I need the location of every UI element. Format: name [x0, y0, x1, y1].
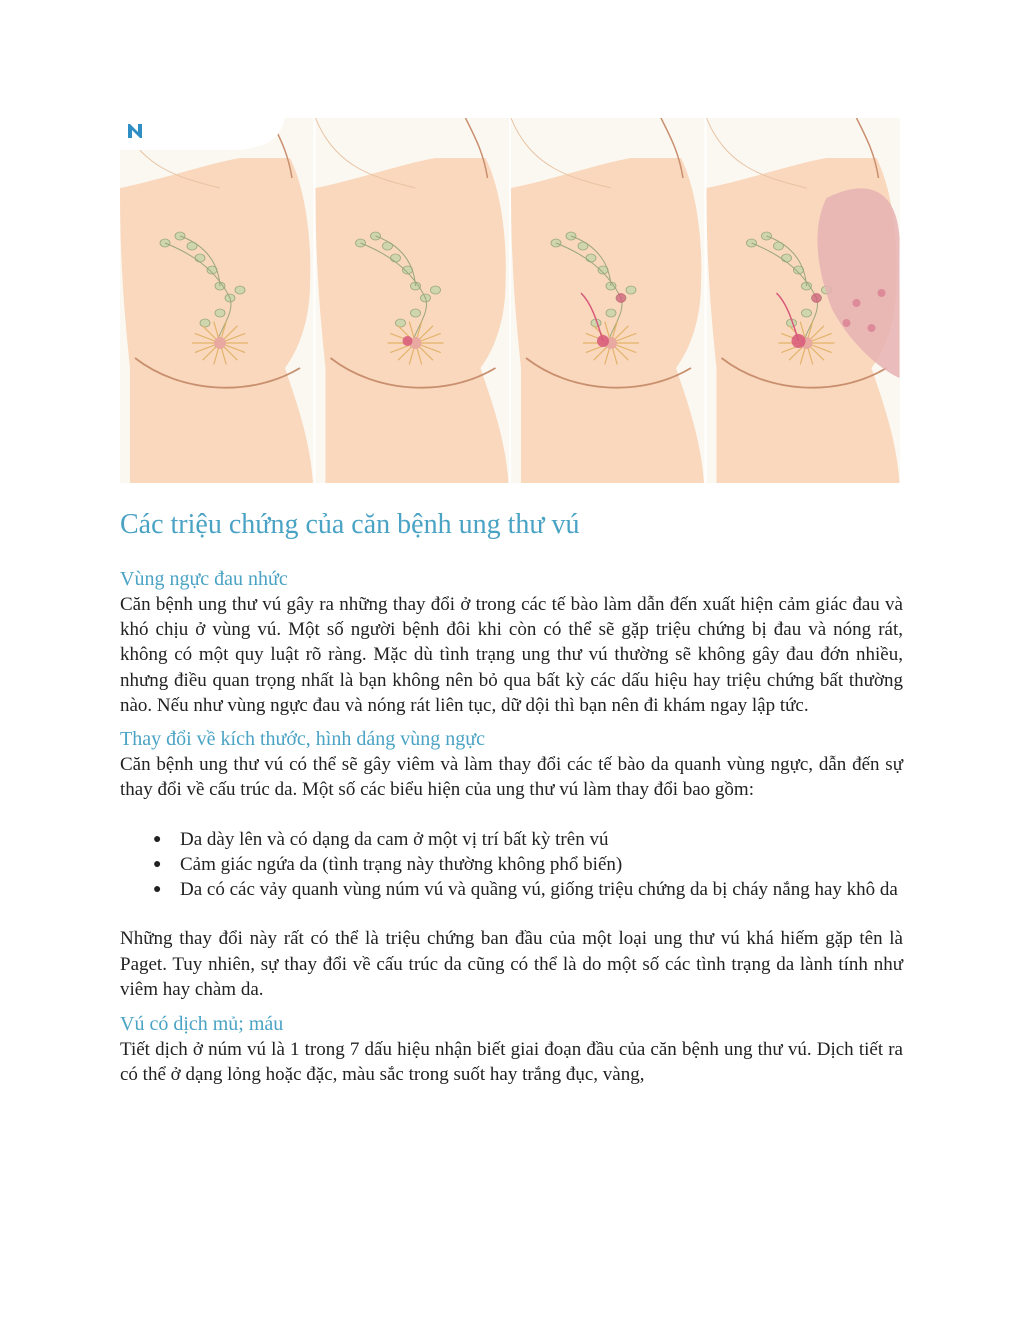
- torso-shape: [120, 158, 313, 483]
- lymph-node: [235, 286, 245, 294]
- lymph-node: [200, 319, 210, 327]
- article-content: [120, 505, 903, 1087]
- stage-panel: [120, 118, 314, 483]
- section-paragraph-paget: Những thay đổi này rất có thể là triệu chứng ban đầu của một loại ung thư vú khá hiếm gặp tên là Paget. Tuy nhiên, sự thay đổi về cấu trúc da cũng có thể là do một số các tình trạng da lành tính như viêm hay chàm da.: [120, 928, 903, 1000]
- section-heading-breast-pain: Vùng ngực đau nhức: [120, 568, 288, 590]
- tumor: [616, 293, 626, 303]
- tumor: [812, 293, 822, 303]
- skin-lesion: [853, 299, 861, 307]
- lymph-node: [586, 254, 596, 262]
- torso-shape: [316, 158, 509, 483]
- torso-shape: [511, 158, 704, 483]
- logo-background: [120, 118, 285, 150]
- section-paragraph-shape-change: Căn bệnh ung thư vú có thể sẽ gây viêm và làm thay đổi các tế bào da quanh vùng ngực, dẫn đến sự thay đổi về cấu trúc da. Một số các biểu hiện của ung thư vú làm thay đổi bao gồm:: [120, 754, 903, 801]
- tumor: [403, 336, 413, 346]
- lymph-node: [431, 286, 441, 294]
- list-item: ● Cảm giác ngứa da (tình trạng này thường không phổ biến): [153, 854, 623, 876]
- section-heading-nipple-discharge: Vú có dịch mủ; máu: [120, 1013, 284, 1036]
- breast-cancer-stages-illustration: [120, 118, 902, 488]
- lymph-node: [411, 309, 421, 317]
- lymph-node: [195, 254, 205, 262]
- section-breast-pain: [120, 566, 903, 718]
- site-logo: [120, 118, 285, 150]
- article-title: Các triệu chứng của căn bệnh ung thư vú: [120, 509, 580, 540]
- lymph-node: [802, 309, 812, 317]
- stage-panel: [707, 118, 901, 483]
- list-item: ● Da dày lên và có dạng da cam ở một vị trí bất kỳ trên vú: [153, 829, 609, 851]
- section-heading-shape-change: Thay đổi về kích thước, hình dáng vùng ngực: [120, 728, 485, 751]
- section-shape-change: [120, 726, 903, 1002]
- nipple-area: [214, 337, 226, 349]
- lymph-node: [215, 309, 225, 317]
- skin-lesion: [878, 289, 886, 297]
- stage-panel: [316, 118, 510, 483]
- section-paragraph-nipple-discharge: Tiết dịch ở núm vú là 1 trong 7 dấu hiệu nhận biết giai đoạn đầu của căn bệnh ung thư vú. Dịch tiết ra có thể ở dạng lỏng hoặc đặc, màu sắc trong suốt hay trắng đục, vàng,: [120, 1039, 903, 1086]
- section-nipple-discharge: [120, 1011, 903, 1087]
- section-paragraph-breast-pain: Căn bệnh ung thư vú gây ra những thay đổi ở trong các tế bào làm dẫn đến xuất hiện cảm giác đau và khó chịu ở vùng vú. Một số người bệnh đôi khi còn có thể sẽ gặp triệu chứng bị đau và nóng rát, không có một quy luật rõ ràng. Mặc dù tình trạng ung thư vú thường sẽ không gây đau đớn nhiều, nhưng điều quan trọng nhất là bạn không nên bỏ qua bất kỳ các dấu hiệu hay triệu chứng bất thường nào. Nếu như vùng ngực đau và nóng rát liên tục, dữ dội thì bạn nên đi khám ngay lập tức.: [120, 594, 903, 716]
- bullet-icon: ●: [153, 832, 162, 848]
- bullet-icon: ●: [153, 857, 162, 873]
- symptom-list: [120, 827, 903, 902]
- list-item: ● Da có các vảy quanh vùng núm vú và quầng vú, giống triệu chứng da bị cháy nắng hay khô da: [153, 879, 898, 901]
- skin-lesion: [843, 319, 851, 327]
- lymph-node: [782, 254, 792, 262]
- lymph-node: [391, 254, 401, 262]
- lymph-node: [396, 319, 406, 327]
- stage-panel: [511, 118, 705, 483]
- lymph-node: [626, 286, 636, 294]
- skin-lesion: [868, 324, 876, 332]
- lymph-node: [606, 309, 616, 317]
- bullet-icon: ●: [153, 882, 162, 898]
